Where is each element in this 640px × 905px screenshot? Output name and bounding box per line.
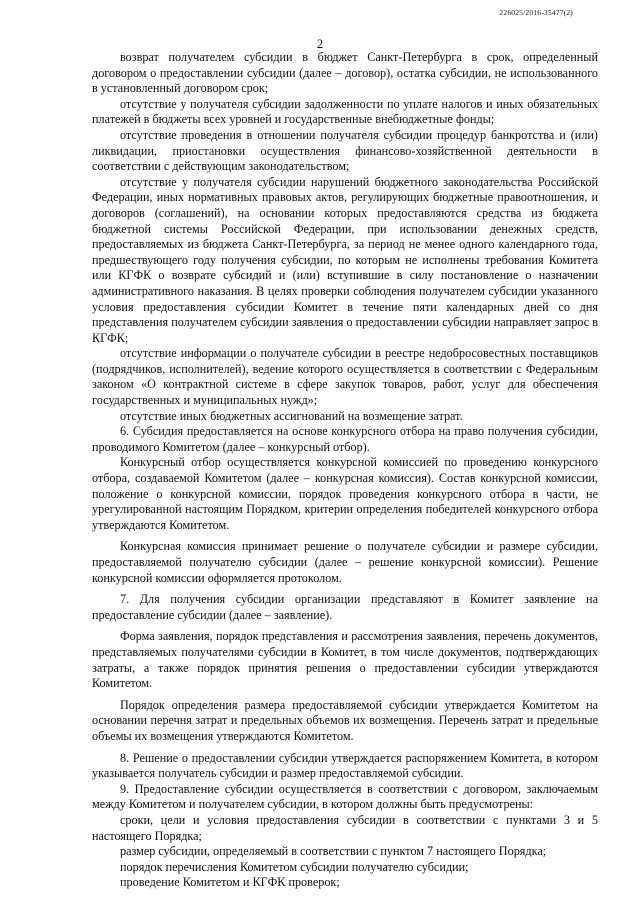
paragraph: отсутствие информации о получателе субсидии в реестре недобросовестных поставщиков (подрядчиков, исполнителей), ведение которого осуществляется в соответствии с Федеральным законом «О контрактной системе в сфере закупок товаров, работ, услуг для обеспечения государственных и муниципальных нужд»;	[92, 346, 598, 408]
paragraph: отсутствие у получателя субсидии задолженности по уплате налогов и иных обязательных платежей в бюджеты всех уровней и государственные внебюджетные фонды;	[92, 96, 598, 127]
document-body	[92, 50, 598, 891]
paragraph: Порядок определения размера предоставляемой субсидии утверждается Комитетом на основании перечня затрат и предельных объемов их возмещения. Перечень затрат и предельные объемы их возмещения утверждаются Комитетом.	[92, 697, 598, 743]
paragraph: 9. Предоставление субсидии осуществляется в соответствии с договором, заключаемым между Комитетом и получателем субсидии, в котором должны быть предусмотрены:	[92, 781, 598, 812]
paragraph: отсутствие проведения в отношении получателя субсидии процедур банкротства и (или) ликвидации, приостановки осуществления финансово-хозяйственной деятельности в соответствии с действующим законодательством;	[92, 127, 598, 174]
paragraph: Конкурсная комиссия принимает решение о получателе субсидии и размере субсидии, предоставляемой получателю субсидии (далее – решение конкурсной комиссии). Решение конкурсной комиссии оформляется протоколом.	[92, 539, 598, 585]
paragraph: Конкурсный отбор осуществляется конкурсной комиссией по проведению конкурсного отбора, создаваемой Комитетом (далее – конкурсная комиссия). Состав конкурсной комиссии, положение о конкурсной комиссии, порядок проведения конкурсного отбора в части, не урегулированной настоящим Порядком, критерии определения победителей конкурсного отбора утверждаются Комитетом.	[92, 455, 598, 532]
paragraph: отсутствие иных бюджетных ассигнований на возмещение затрат.	[120, 408, 463, 423]
document-id: 226025/2016-35477(2)	[499, 8, 573, 17]
paragraph: 6. Субсидия предоставляется на основе конкурсного отбора на право получения субсидии, проводимого Комитетом (далее – конкурсный отбор).	[92, 424, 598, 454]
paragraph: возврат получателем субсидии в бюджет Санкт-Петербурга в срок, определенный договором о предоставлении субсидии (далее – договор), остатка субсидии, не использованного в установленный договором срок;	[92, 50, 598, 96]
paragraph: сроки, цели и условия предоставления субсидии в соответствии с пунктами 3 и 5 настоящего Порядка;	[92, 812, 598, 843]
paragraph: Форма заявления, порядок представления и рассмотрения заявления, перечень документов, представляемых получателями субсидии в Комитет, в том числе документов, подтверждающих затраты, а также порядок принятия решения о предоставлении субсидии утверждаются Комитетом.	[92, 629, 598, 691]
page-number: 2	[316, 36, 324, 51]
paragraph: отсутствие у получателя субсидии нарушений бюджетного законодательства Российской Федерации, иных нормативных правовых актов, регулирующих бюджетные правоотношения, и договоров (соглашений), на основании которых предоставляются средства из бюджета бюджетной системы Российской Федерации, при использовании денежных средств, предоставляемых из бюджета Санкт-Петербурга, за период не менее одного календарного года, предшествующего году получения субсидии, по которым не исполнены требования Комитета или КГФК о возврате субсидий и (или) вступившие в силу постановление о назначении административного наказания. В целях проверки соблюдения получателем субсидии указанного условия предоставления субсидии Комитет в течение пяти календарных дней со дня представления получателем субсидии заявления о предоставлении субсидии направляет запрос в КГФК;	[92, 174, 598, 345]
paragraph: порядок перечисления Комитетом субсидии получателю субсидии;	[120, 859, 469, 874]
paragraph: 7. Для получения субсидии организации представляют в Комитет заявление на предоставление субсидии (далее – заявление).	[92, 592, 598, 622]
paragraph: 8. Решение о предоставлении субсидии утверждается распоряжением Комитета, в котором указывается получатель субсидии и размер предоставляемой субсидии.	[92, 750, 598, 781]
paragraph: размер субсидии, определяемый в соответствии с пунктом 7 настоящего Порядка;	[120, 844, 547, 859]
paragraph: проведение Комитетом и КГФК проверок;	[120, 875, 340, 890]
